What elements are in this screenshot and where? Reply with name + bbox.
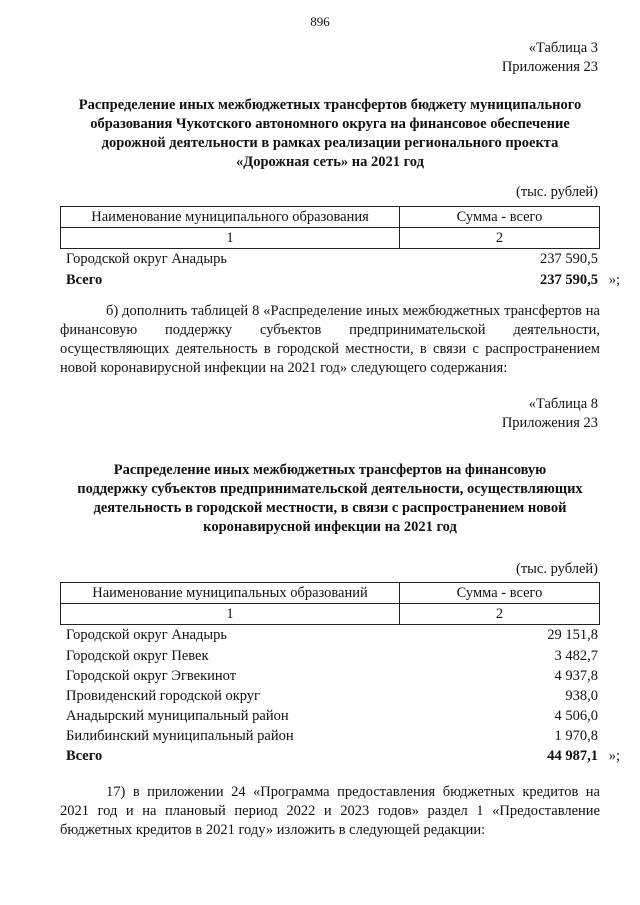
table-row [66, 726, 598, 746]
row-value: 4 506,0 [554, 708, 598, 724]
row-name: Билибинский муниципальный район [66, 728, 294, 744]
row-name: Городской округ Анадырь [66, 627, 228, 643]
table8-closing-quote: »; [608, 748, 620, 764]
paragraph-b-text: б) дополнить таблицей 8 «Распределение иных межбюджетных трансфертов на финансовую поддержку субъектов предпринимательской деятельности, осуществляющих деятельность в городской местности, в связи с распространением новой коронавирусной инфекции на 2021 год» следующего содержания: [60, 303, 600, 376]
table-row [66, 706, 598, 726]
row-name: Городской округ Анадырь [66, 251, 228, 267]
table8-title-line: деятельность в городской местности, в связи с распространением новой [93, 500, 567, 516]
table3-col2-number: 2 [400, 228, 600, 249]
table3-ref-line1: «Таблица 3 [528, 40, 598, 56]
table8-col2-header: Сумма - всего [400, 583, 600, 604]
table3-title-line: дорожной деятельности в рамках реализации регионального проекта [101, 135, 559, 151]
total-label: Всего [66, 748, 103, 764]
table8-col1-header: Наименование муниципальных образований [61, 583, 400, 604]
row-value: 29 151,8 [547, 627, 598, 643]
table3-total-row [66, 270, 598, 290]
table3-col2-header: Сумма - всего [400, 207, 600, 228]
table8-title [60, 461, 600, 537]
total-value: 44 987,1 [547, 748, 598, 764]
table8-reference [502, 395, 598, 433]
table3-title [60, 96, 600, 172]
table3-ref-line2: Приложения 23 [501, 59, 598, 75]
table3-col1-number: 1 [61, 228, 400, 249]
table8-title-line: поддержку субъектов предпринимательской деятельности, осуществляющих [77, 481, 583, 497]
table-row [66, 666, 598, 686]
row-name: Анадырский муниципальный район [66, 708, 289, 724]
table8-title-line: Распределение иных межбюджетных трансфертов на финансовую [113, 462, 547, 478]
row-name: Городской округ Певек [66, 648, 209, 664]
table3-unit: (тыс. рублей) [516, 184, 598, 200]
table8-title-line: коронавирусной инфекции на 2021 год [203, 519, 457, 535]
paragraph-17 [60, 783, 600, 840]
table8-header [60, 582, 600, 625]
row-value: 4 937,8 [554, 668, 598, 684]
table8-ref-line2: Приложения 23 [501, 415, 598, 431]
paragraph-17-text: 17) в приложении 24 «Программа предоставления бюджетных кредитов на 2021 год и на плановый период 2022 и 2023 годов» раздел 1 «Предоставление бюджетных кредитов в 2021 году» изложить в следующей редакции: [60, 784, 600, 838]
table8-unit: (тыс. рублей) [516, 561, 598, 577]
paragraph-b [60, 302, 600, 378]
row-name: Городской округ Эгвекинот [66, 668, 237, 684]
row-name: Провиденский городской округ [66, 688, 261, 704]
table3-title-line: Распределение иных межбюджетных трансфертов бюджету муниципального [78, 97, 582, 113]
total-label: Всего [66, 272, 103, 288]
table3-header [60, 206, 600, 249]
total-value: 237 590,5 [540, 272, 598, 288]
table3-col1-header: Наименование муниципального образования [61, 207, 400, 228]
table-row [66, 646, 598, 666]
page-number: 896 [310, 14, 330, 29]
table3-title-line: образования Чукотского автономного округа на финансовое обеспечение [90, 116, 570, 132]
row-value: 938,0 [565, 688, 598, 704]
table3-title-line: «Дорожная сеть» на 2021 год [236, 154, 424, 170]
table3-reference [502, 39, 598, 77]
table-row [66, 625, 598, 645]
table8-ref-line1: «Таблица 8 [528, 396, 598, 412]
table8-total-row [66, 746, 598, 766]
row-value: 237 590,5 [540, 251, 598, 267]
table8-col2-number: 2 [400, 604, 600, 625]
row-value: 3 482,7 [554, 648, 598, 664]
table3-closing-quote: »; [608, 272, 620, 288]
table-row [66, 686, 598, 706]
table-row [66, 249, 598, 269]
table8-col1-number: 1 [61, 604, 400, 625]
row-value: 1 970,8 [554, 728, 598, 744]
